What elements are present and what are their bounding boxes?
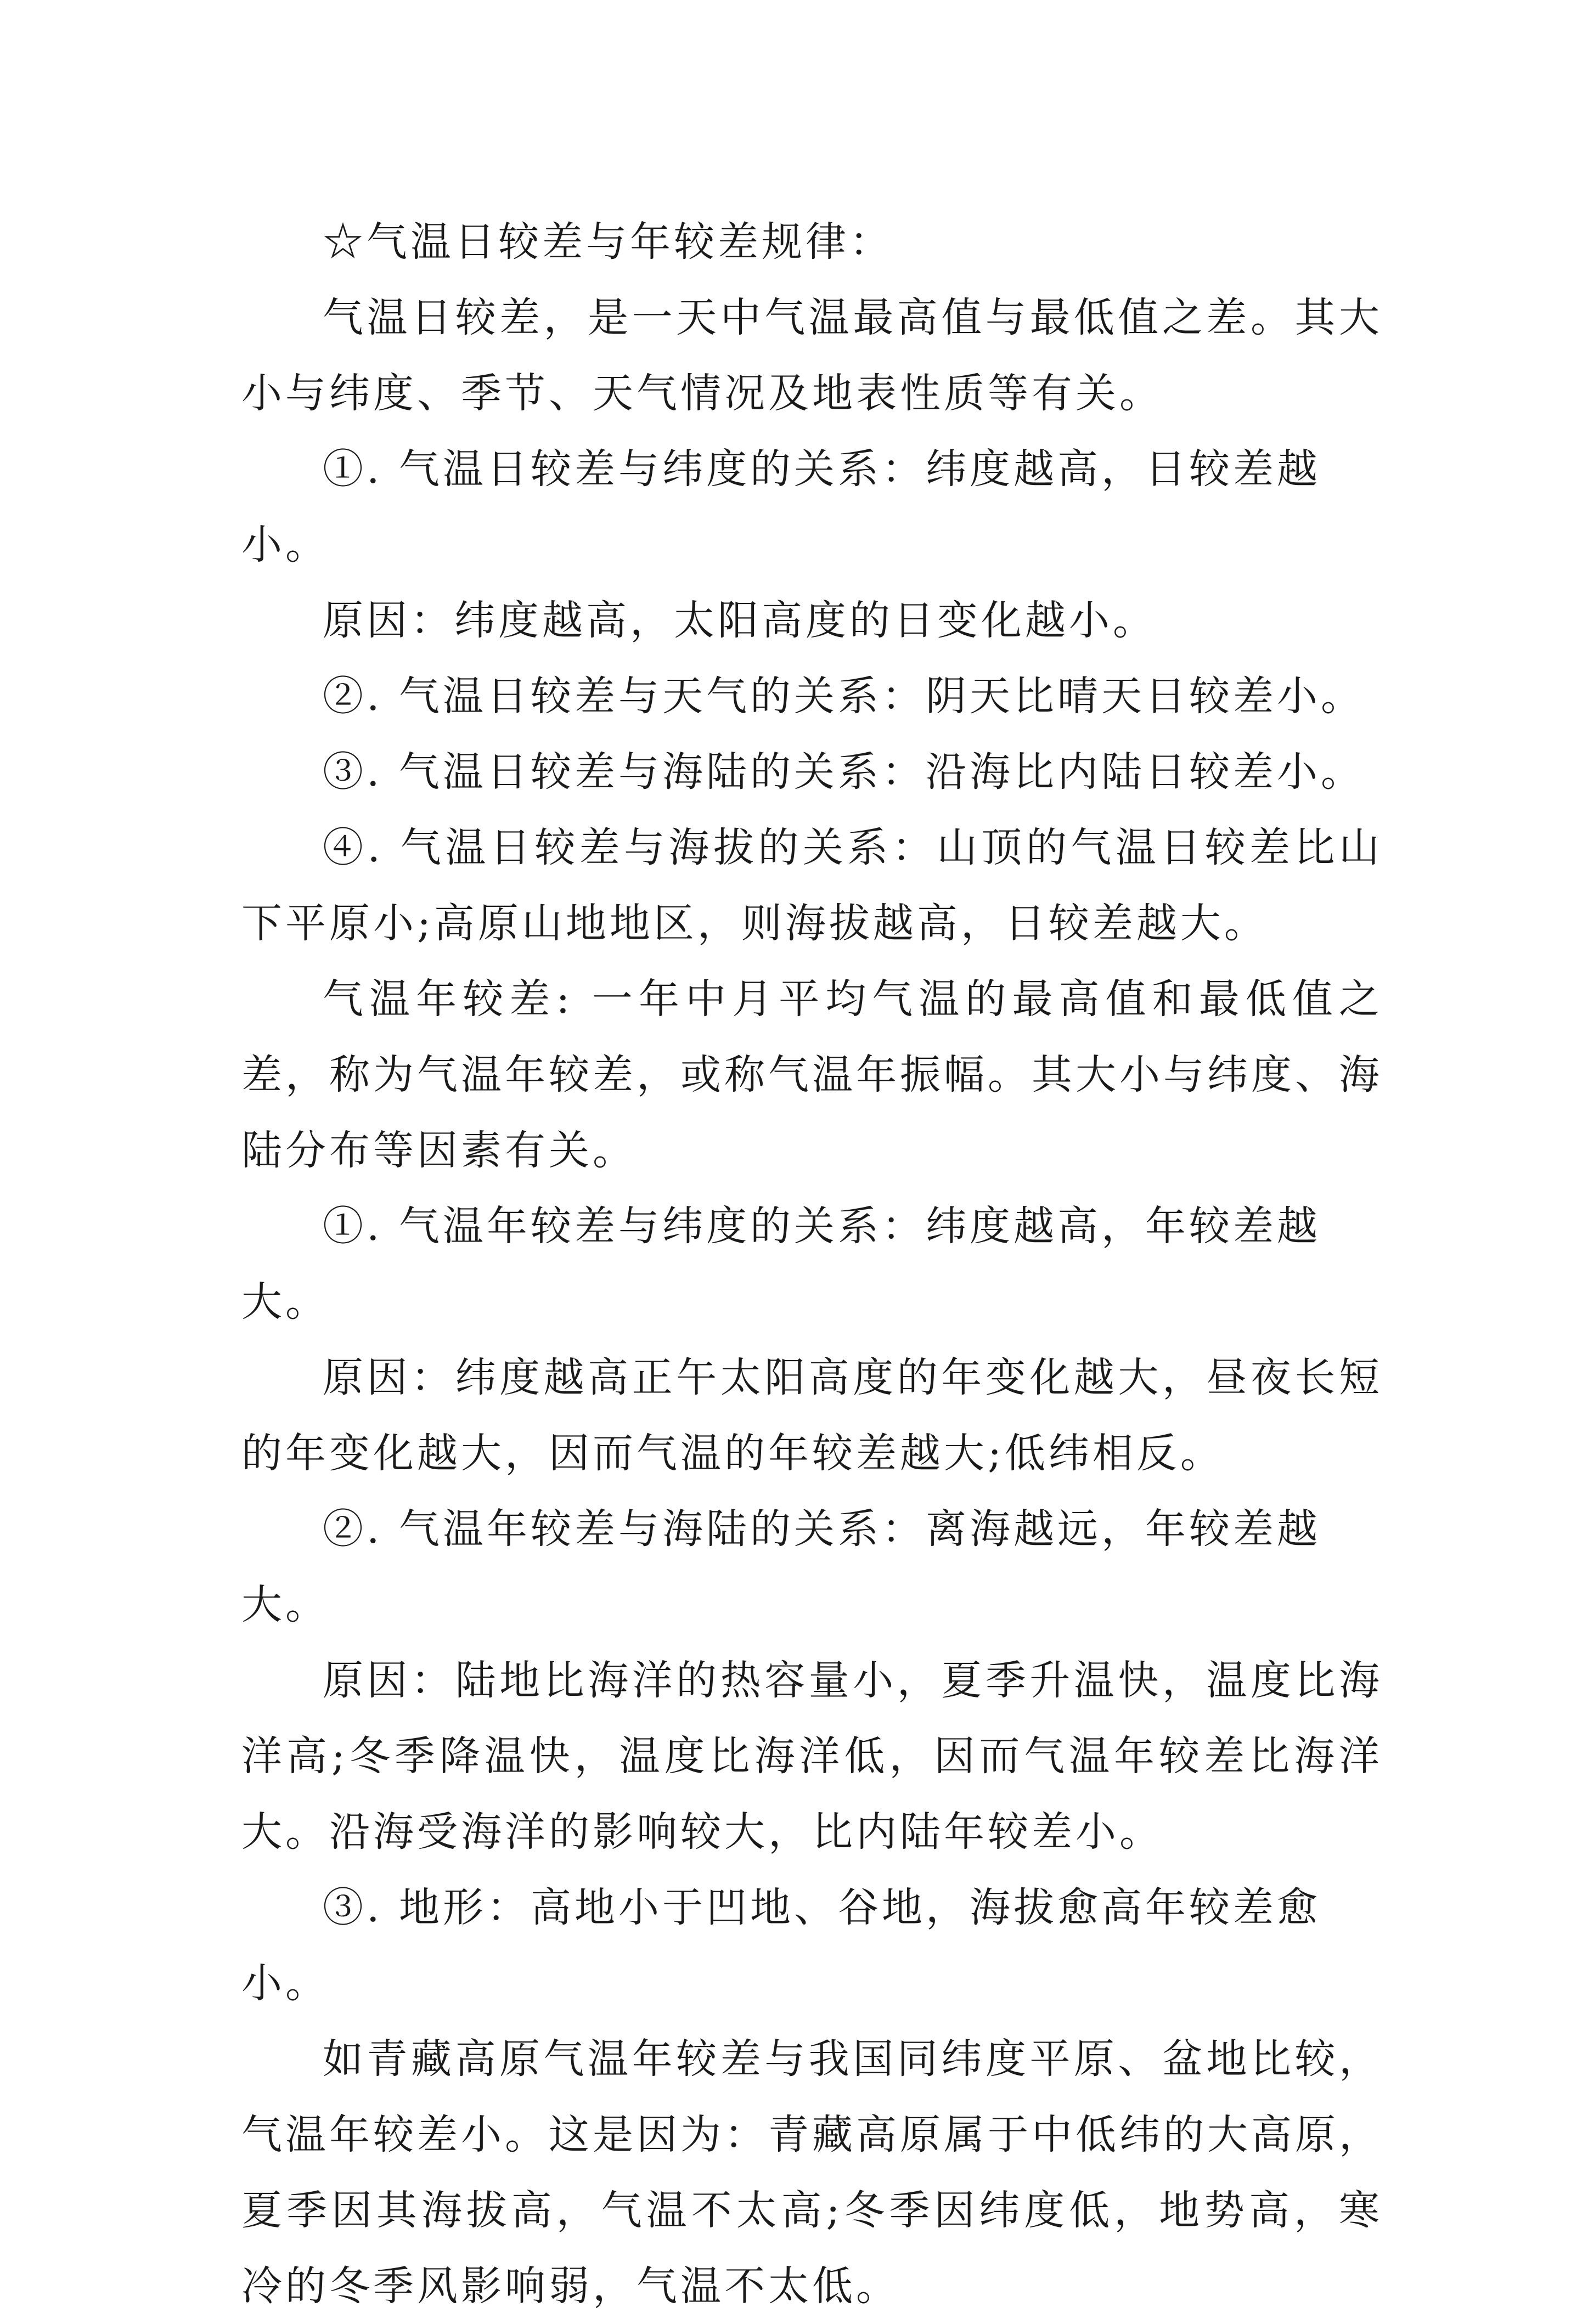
paragraph-daily-land-sea: ③. 气温日较差与海陆的关系：沿海比内陆日较差小。	[323, 748, 1365, 796]
paragraph-daily-latitude: ①. 气温日较差与纬度的关系：纬度越高，日较差越小。	[241, 445, 1321, 568]
paragraph-annual-range-definition: 气温年较差: 一年中月平均气温的最高值和最低值之差，称为气温年较差，或称气温年振幅。其大小与纬度、海陆分布等因素有关。	[241, 975, 1383, 1174]
paragraph-daily-range-definition: 气温日较差，是一天中气温最高值与最低值之差。其大小与纬度、季节、天气情况及地表性质等有关。	[241, 294, 1383, 417]
paragraph-annual-land-sea-reason: 原因：陆地比海洋的热容量小，夏季升温快，温度比海洋高;冬季降温快，温度比海洋低，因而气温年较差比海洋大。沿海受海洋的影响较大，比内陆年较差小。	[241, 1657, 1383, 1855]
paragraph-daily-latitude-reason: 原因：纬度越高，太阳高度的日变化越小。	[323, 597, 1157, 644]
paragraph-tibet-example: 如青藏高原气温年较差与我国同纬度平原、盆地比较，气温年较差小。这是因为：青藏高原属于中低纬的大高原，夏季因其海拔高，气温不太高;冬季因纬度低，地势高，寒冷的冬季风影响弱，气温不太低。	[241, 2035, 1383, 2310]
paragraph-annual-latitude: ①. 气温年较差与纬度的关系：纬度越高，年较差越大。	[241, 1203, 1321, 1325]
paragraph-annual-terrain: ③. 地形：高地小于凹地、谷地，海拔愈高年较差愈小。	[241, 1884, 1321, 2007]
paragraph-annual-land-sea: ②. 气温年较差与海陆的关系：离海越远，年较差越大。	[241, 1505, 1321, 1628]
paragraph-daily-altitude: ④. 气温日较差与海拔的关系：山顶的气温日较差比山下平原小;高原山地地区，则海拔越高，日较差越大。	[241, 824, 1383, 947]
document-body	[241, 204, 1383, 2324]
section-heading: ☆气温日较差与年较差规律：	[323, 218, 893, 266]
paragraph-annual-latitude-reason: 原因：纬度越高正午太阳高度的年变化越大，昼夜长短的年变化越大，因而气温的年较差越大;低纬相反。	[241, 1354, 1383, 1477]
paragraph-daily-weather: ②. 气温日较差与天气的关系：阴天比晴天日较差小。	[323, 673, 1365, 720]
